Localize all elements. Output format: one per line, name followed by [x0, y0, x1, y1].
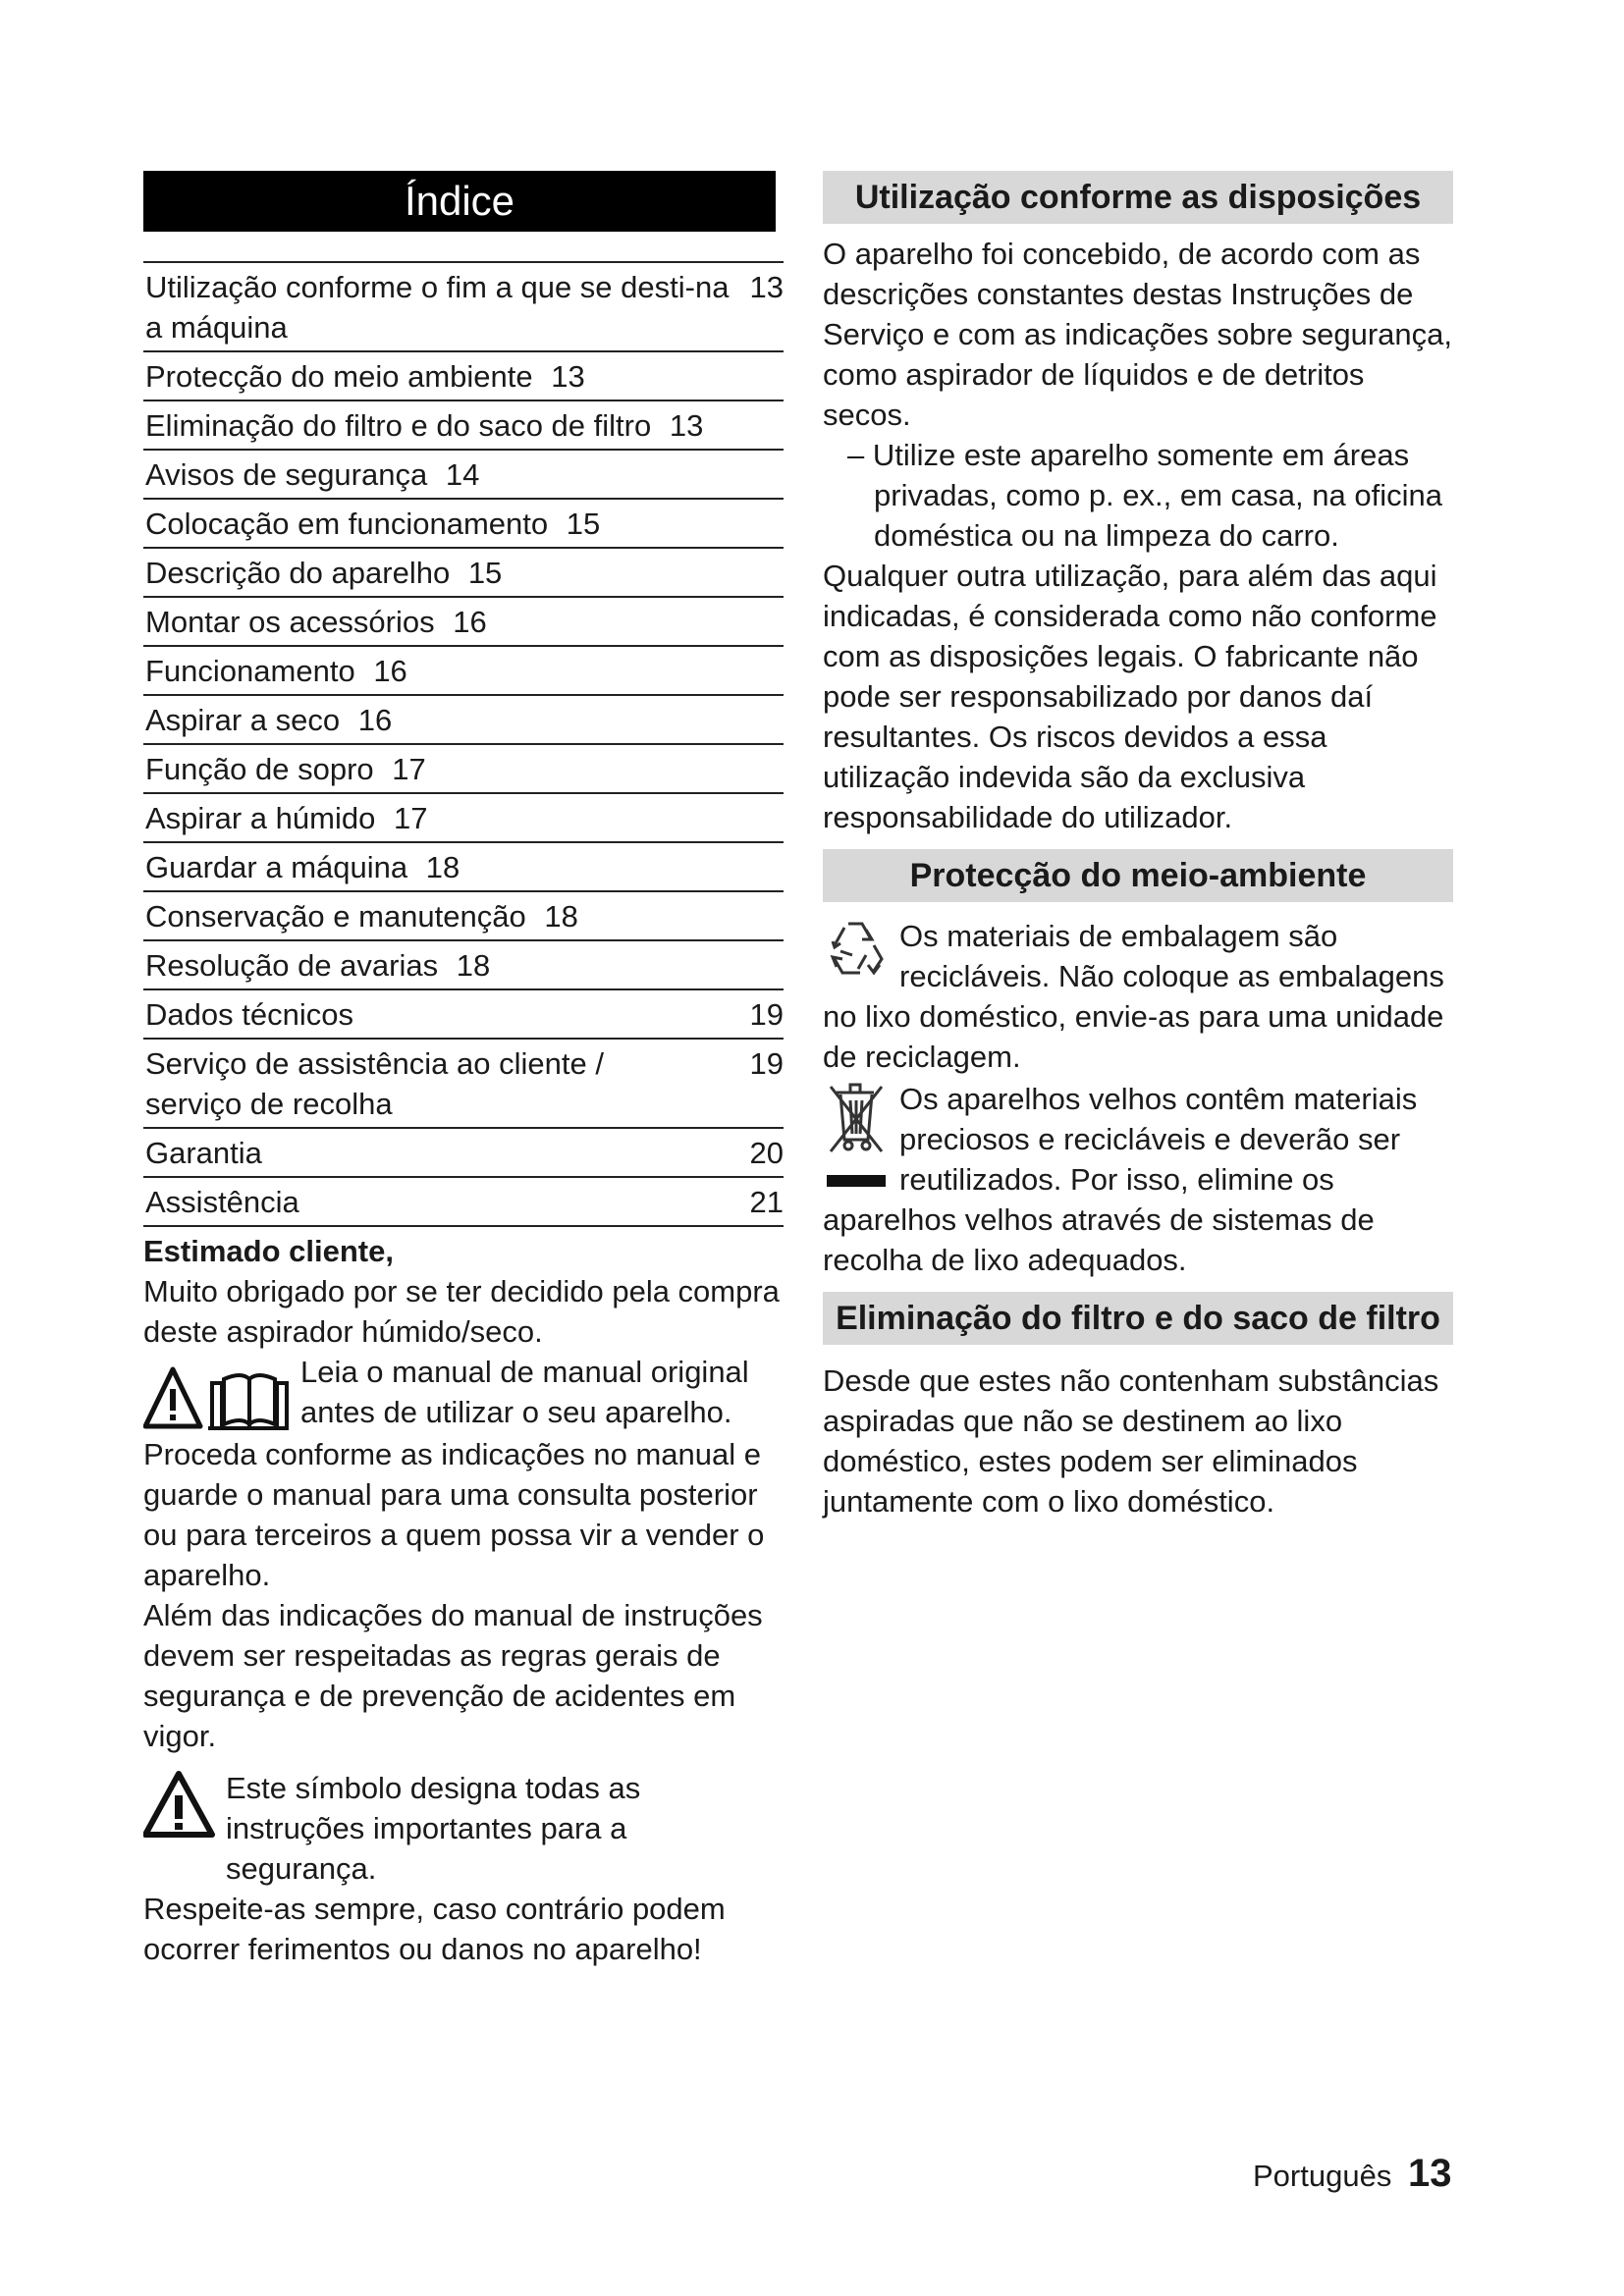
right-column	[823, 171, 1453, 1522]
index-title: Índice	[143, 171, 776, 232]
usage-bullet: – Utilize este aparelho somente em áreas privadas, como p. ex., em casa, na oficina doméstica ou na limpeza do carro.	[847, 438, 1442, 553]
toc-item-title: Colocação em funcionamento	[145, 507, 549, 541]
toc-item[interactable]	[143, 890, 784, 939]
toc-item-title: Funcionamento	[145, 654, 355, 688]
toc-item-title: Avisos de segurança	[145, 457, 428, 492]
toc-item-title: Montar os acessórios	[145, 605, 435, 639]
warning-book-icon	[143, 1365, 289, 1430]
disposal-paragraph: Desde que estes não contenham substâncias aspiradas que não se destinem ao lixo doméstico, estes podem ser eliminados juntamente com o lixo doméstico.	[823, 1363, 1439, 1519]
toc-item-page: 15	[467, 556, 503, 590]
toc-item[interactable]	[143, 498, 784, 547]
usage-paragraph: O aparelho foi concebido, de acordo com as descrições constantes destas Instruções de Serviço e com as indicações sobre segurança, como aspirador de líquidos e de detritos secos.	[823, 237, 1452, 432]
rules-paragraph: Além das indicações do manual de instruções devem ser respeitadas as regras gerais de segurança e de prevenção de acidentes em vigor.	[143, 1598, 763, 1753]
environment-section-title: Protecção do meio-ambiente	[823, 849, 1453, 902]
toc-item-title: Resolução de avarias	[145, 948, 439, 983]
toc-item-title: Dados técnicos	[145, 997, 353, 1032]
old-devices-note: Os aparelhos velhos contêm materiais preciosos e recicláveis e deverão ser reutilizados. Por isso, elimine os aparelhos velhos através de sistemas de recolha de lixo adequados.	[823, 1082, 1418, 1277]
manual-note-block	[143, 1352, 784, 1434]
toc-item-page: 18	[456, 948, 491, 983]
toc-item-title: Serviço de assistência ao cliente / serviço de recolha	[145, 1046, 604, 1121]
toc-item[interactable]	[143, 1127, 784, 1176]
toc-item-title: Guardar a máquina	[145, 850, 408, 884]
toc-item-title: Aspirar a húmido	[145, 801, 376, 835]
respect-paragraph: Respeite-as sempre, caso contrário podem ocorrer ferimentos ou danos no aparelho!	[143, 1892, 726, 1966]
toc-item[interactable]	[143, 743, 784, 792]
crossed-bin-icon	[823, 1079, 890, 1193]
toc-item-page: 18	[544, 899, 578, 934]
toc-item-page: 20	[749, 1136, 784, 1170]
toc-item[interactable]	[143, 645, 784, 694]
symbol-note-block	[143, 1768, 784, 1889]
toc-item-page: 16	[453, 605, 487, 639]
toc-item-page: 16	[373, 654, 407, 688]
thanks-paragraph: Muito obrigado por se ter decidido pela compra deste aspirador húmido/seco.	[143, 1274, 780, 1349]
toc-item-page: 15	[566, 507, 601, 541]
proceed-paragraph: Proceda conforme as indicações no manual e guarde o manual para uma consulta posterior ou para terceiros a quem possa vir a vender o aparelho.	[143, 1437, 765, 1592]
symbol-note: Este símbolo designa todas as instruções importantes para a segurança.	[226, 1771, 641, 1886]
toc-item[interactable]	[143, 988, 784, 1038]
toc-item-page: 19	[749, 1046, 784, 1081]
page-number: 13	[1407, 2152, 1452, 2195]
old-devices-block	[823, 1079, 1453, 1280]
toc-item[interactable]	[143, 792, 784, 841]
toc-item-title: Função de sopro	[145, 752, 374, 786]
toc-item-page: 18	[425, 850, 460, 884]
toc-item-page: 13	[749, 270, 784, 304]
toc-item[interactable]	[143, 547, 784, 596]
toc-item-title: Conservação e manutenção	[145, 899, 526, 934]
toc-item-page: 14	[445, 457, 480, 492]
toc-item-page: 13	[669, 408, 704, 443]
toc-item-page: 17	[393, 801, 428, 835]
packaging-note: Os materiais de embalagem são recicláveis. Não coloque as embalagens no lixo doméstico, envie-as para uma unidade de reciclagem.	[823, 919, 1444, 1074]
toc-item[interactable]	[143, 261, 784, 350]
toc-item[interactable]	[143, 449, 784, 498]
toc-item-page: 13	[551, 359, 585, 394]
toc-item-title: Garantia	[145, 1136, 262, 1170]
page-footer	[1253, 2152, 1451, 2196]
usage-section-title: Utilização conforme as disposições	[823, 171, 1453, 224]
toc-item[interactable]	[143, 694, 784, 743]
usage-paragraph-2: Qualquer outra utilização, para além das aqui indicadas, é considerada como não conforme com as disposições legais. O fabricante não pode ser responsabilizado por danos daí resultantes. Os riscos devidos a essa utilização indevida são da exclusiva responsabilidade do utilizador.	[823, 559, 1437, 834]
toc-item[interactable]	[143, 596, 784, 645]
toc-item-page: 19	[749, 997, 784, 1032]
toc-item[interactable]	[143, 939, 784, 988]
toc-item[interactable]	[143, 841, 784, 890]
toc-item-title: Eliminação do filtro e do saco de filtro	[145, 408, 652, 443]
recycling-block	[823, 916, 1453, 1077]
disposal-section-title: Eliminação do filtro e do saco de filtro	[823, 1292, 1453, 1345]
recycling-icon	[823, 916, 890, 981]
manual-icon-group	[143, 1365, 289, 1434]
toc-item-page: 17	[392, 752, 426, 786]
footer-language: Português	[1253, 2159, 1392, 2193]
table-of-contents	[143, 261, 784, 1227]
toc-item[interactable]	[143, 1176, 784, 1227]
toc-item-title: Descrição do aparelho	[145, 556, 451, 590]
greeting: Estimado cliente,	[143, 1234, 394, 1268]
toc-item-title: Protecção do meio ambiente	[145, 359, 533, 394]
toc-item[interactable]	[143, 400, 784, 449]
toc-item[interactable]	[143, 1038, 784, 1127]
toc-item-title: Assistência	[145, 1185, 299, 1219]
toc-item-page: 16	[357, 703, 393, 737]
toc-item-page: 21	[749, 1185, 784, 1219]
toc-item-title: Utilização conforme o fim a que se desti-na a máquina	[145, 270, 730, 345]
left-column	[143, 171, 784, 1969]
toc-item[interactable]	[143, 350, 784, 400]
manual-note: Leia o manual de manual original antes de utilizar o seu aparelho.	[300, 1355, 749, 1429]
warning-icon	[143, 1768, 222, 1841]
toc-item-title: Aspirar a seco	[145, 703, 341, 737]
